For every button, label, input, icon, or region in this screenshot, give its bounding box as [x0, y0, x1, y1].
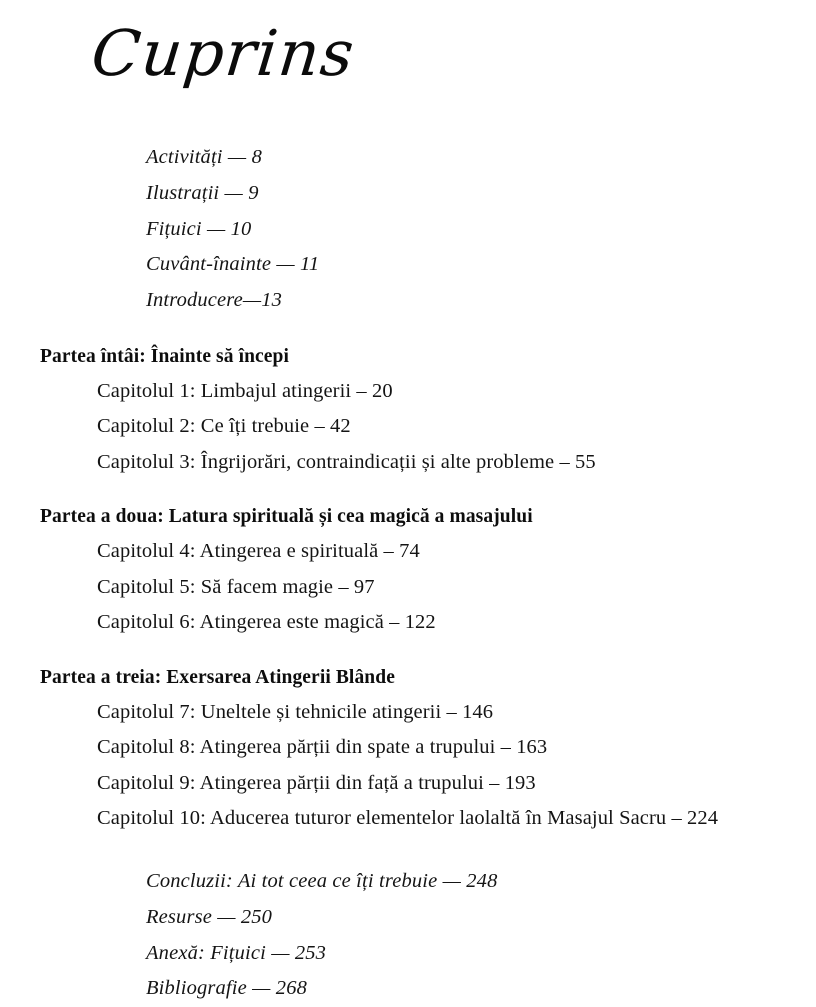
toc-entry-back-matter[interactable]: Resurse — 250 — [146, 905, 273, 928]
toc-entry-chapter[interactable]: Capitolul 5: Să facem magie – 97 — [97, 575, 375, 598]
front-matter-list — [0, 140, 816, 319]
toc-entry-back-matter[interactable]: Anexă: Fițuici — 253 — [146, 941, 327, 964]
back-matter-list — [0, 864, 816, 1007]
toc-entry-chapter[interactable]: Capitolul 7: Uneltele și tehnicile atingerii – 146 — [97, 700, 494, 723]
toc-entry-back-matter[interactable]: Concluzii: Ai tot ceea ce îți trebuie — 248 — [146, 869, 498, 892]
toc-entry-chapter[interactable]: Capitolul 3: Îngrijorări, contraindicații și alte probleme – 55 — [97, 450, 596, 473]
part-heading: Partea a treia: Exersarea Atingerii Blânde — [40, 666, 395, 688]
part-section-3 — [0, 661, 816, 837]
toc-entry-chapter[interactable]: Capitolul 10: Aducerea tuturor elementelor laolaltă în Masajul Sacru – 224 — [97, 807, 719, 830]
toc-content — [0, 140, 816, 1007]
toc-entry-chapter[interactable]: Capitolul 2: Ce îți trebuie – 42 — [97, 415, 351, 438]
part-heading: Partea întâi: Înainte să începi — [40, 345, 290, 367]
part-section-1 — [0, 340, 816, 481]
toc-entry-chapter[interactable]: Capitolul 6: Atingerea este magică – 122 — [97, 611, 436, 634]
toc-entry-chapter[interactable]: Capitolul 4: Atingerea e spirituală – 74 — [97, 540, 420, 563]
toc-entry-front-matter[interactable]: Fițuici — 10 — [146, 217, 252, 240]
spacer — [0, 319, 816, 340]
toc-entry-front-matter[interactable]: Cuvânt-înainte — 11 — [146, 253, 320, 276]
spacer — [0, 641, 816, 661]
page-title: Cuprins — [88, 17, 359, 90]
spacer — [0, 480, 816, 500]
toc-entry-front-matter[interactable]: Introducere—13 — [146, 289, 283, 312]
part-section-2 — [0, 500, 816, 641]
toc-entry-front-matter[interactable]: Activități — 8 — [146, 146, 262, 168]
toc-entry-chapter[interactable]: Capitolul 8: Atingerea părții din spate a trupului – 163 — [97, 736, 548, 759]
toc-entry-chapter[interactable]: Capitolul 1: Limbajul atingerii – 20 — [97, 379, 393, 402]
spacer — [0, 837, 816, 864]
part-heading: Partea a doua: Latura spirituală și cea magică a masajului — [40, 506, 533, 528]
toc-entry-back-matter[interactable]: Bibliografie — 268 — [146, 977, 308, 1000]
toc-entry-front-matter[interactable]: Ilustrații — 9 — [146, 181, 259, 204]
toc-entry-chapter[interactable]: Capitolul 9: Atingerea părții din față a trupului – 193 — [97, 771, 536, 794]
